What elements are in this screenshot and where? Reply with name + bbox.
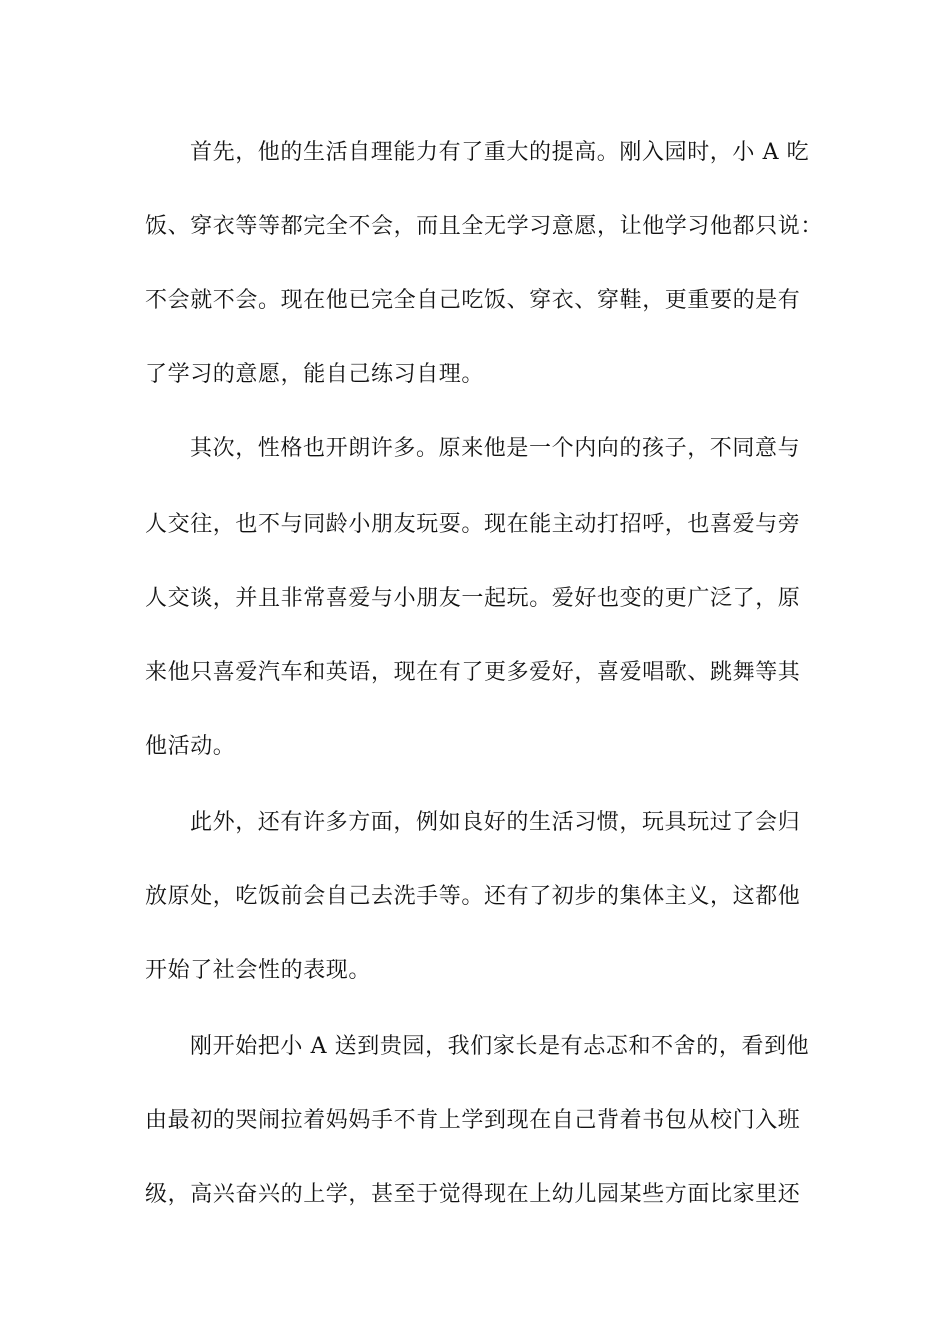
paragraph-2-line-5: 他活动。 xyxy=(145,734,236,759)
paragraph-4-line-3: 级，高兴奋兴的上学，甚至于觉得现在上幼儿园某些方面比家里还 xyxy=(145,1182,801,1207)
paragraph-2-line-4: 来他只喜爱汽车和英语，现在有了更多爱好，喜爱唱歌、跳舞等其 xyxy=(145,660,801,685)
paragraph-1-line-1: 首先，他的生活自理能力有了重大的提高。刚入园时，小 A 吃 xyxy=(190,140,810,165)
paragraph-3-line-1: 此外，还有许多方面，例如良好的生活习惯，玩具玩过了会归 xyxy=(190,810,801,835)
paragraph-1-line-2: 饭、穿衣等等都完全不会，而且全无学习意愿，让他学习他都只说： xyxy=(145,214,824,239)
paragraph-2-line-1: 其次，性格也开朗许多。原来他是一个内向的孩子，不同意与 xyxy=(190,436,801,461)
paragraph-3-line-3: 开始了社会性的表现。 xyxy=(145,958,372,983)
paragraph-2-line-2: 人交往，也不与同龄小朋友玩耍。现在能主动打招呼，也喜爱与旁 xyxy=(145,512,801,537)
paragraph-4-line-2: 由最初的哭闹拉着妈妈手不肯上学到现在自己背着书包从校门入班 xyxy=(145,1108,801,1133)
paragraph-2-line-3: 人交谈，并且非常喜爱与小朋友一起玩。爱好也变的更广泛了，原 xyxy=(145,586,801,611)
paragraph-1-line-3: 不会就不会。现在他已完全自己吃饭、穿衣、穿鞋，更重要的是有 xyxy=(145,288,801,313)
paragraph-3-line-2: 放原处，吃饭前会自己去洗手等。还有了初步的集体主义，这都他 xyxy=(145,884,801,909)
paragraph-1-line-4: 了学习的意愿，能自己练习自理。 xyxy=(145,362,485,387)
paragraph-4-line-1: 刚开始把小 A 送到贵园，我们家长是有忐忑和不舍的，看到他 xyxy=(190,1034,810,1059)
